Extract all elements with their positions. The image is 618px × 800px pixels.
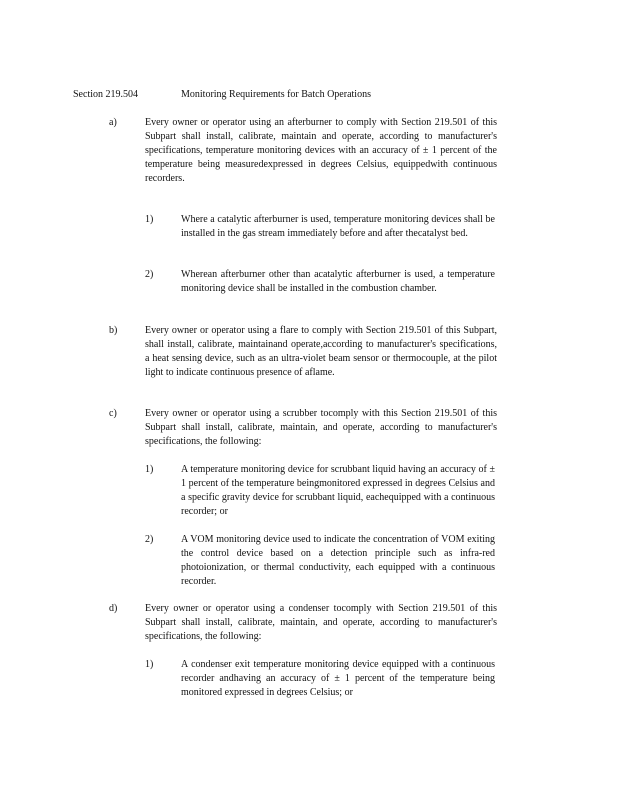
subparagraph-label: 1) <box>145 214 154 225</box>
subparagraph-text: Wherean afterburner other than acatalytic afterburner is used, a temperature monitoring device shall be installed in the combustion chamber. <box>181 269 495 294</box>
paragraph-text: Every owner or operator using a flare to comply with Section 219.501 of this Subpart, shall install, calibrate, maintainand operate,according to manufacturer's specifications, a heat sensing device, such as an ultra-violet beam sensor or thermocouple, at the pilot light to indicate continuous presence of aflame. <box>145 325 497 378</box>
paragraph-label: a) <box>109 117 117 128</box>
paragraph-text: Every owner or operator using an afterburner to comply with Section 219.501 of this Subpart shall install, calibrate, maintain and operate, according to manufacturer's specifications, temperature monitoring devices with an accuracy of ± 1 percent of the temperature being measuredexpressed in degrees Celsius, equippedwith continuous recorders. <box>145 117 497 184</box>
paragraph-label: c) <box>109 408 117 419</box>
subparagraph-text: A VOM monitoring device used to indicate the concentration of VOM exiting the control device based on a detection principle such as infra-red photoionization, or thermal conductivity, each equipped with a continuous recorder. <box>181 534 495 587</box>
section-number: Section 219.504 <box>73 89 138 100</box>
paragraph-text: Every owner or operator using a scrubber tocomply with this Section 219.501 of this Subpart shall install, calibrate, maintain, and operate, according to manufacturer's specifications, the following: <box>145 408 497 447</box>
subparagraph-label: 2) <box>145 534 154 545</box>
subparagraph-label: 2) <box>145 269 154 280</box>
subparagraph-label: 1) <box>145 659 154 670</box>
section-title: Monitoring Requirements for Batch Operations <box>181 89 371 100</box>
subparagraph-label: 1) <box>145 464 154 475</box>
subparagraph-text: A temperature monitoring device for scrubbant liquid having an accuracy of ± 1 percent of the temperature beingmonitored expressed in degrees Celsius and a specific gravity device for scrubbant liquid, eachequipped with a continuous recorder; or <box>181 464 495 517</box>
paragraph-text: Every owner or operator using a condenser tocomply with Section 219.501 of this Subpart shall install, calibrate, maintain, and operate, according to manufacturer's specifications, the following: <box>145 603 497 642</box>
subparagraph-text: Where a catalytic afterburner is used, temperature monitoring devices shall be installed in the gas stream immediately before and after thecatalyst bed. <box>181 214 495 239</box>
subparagraph-text: A condenser exit temperature monitoring device equipped with a continuous recorder andhaving an accuracy of ± 1 percent of the temperature being monitored expressed in degrees Celsius; or <box>181 659 495 698</box>
paragraph-label: b) <box>109 325 118 336</box>
paragraph-label: d) <box>109 603 118 614</box>
section-heading <box>73 88 371 102</box>
